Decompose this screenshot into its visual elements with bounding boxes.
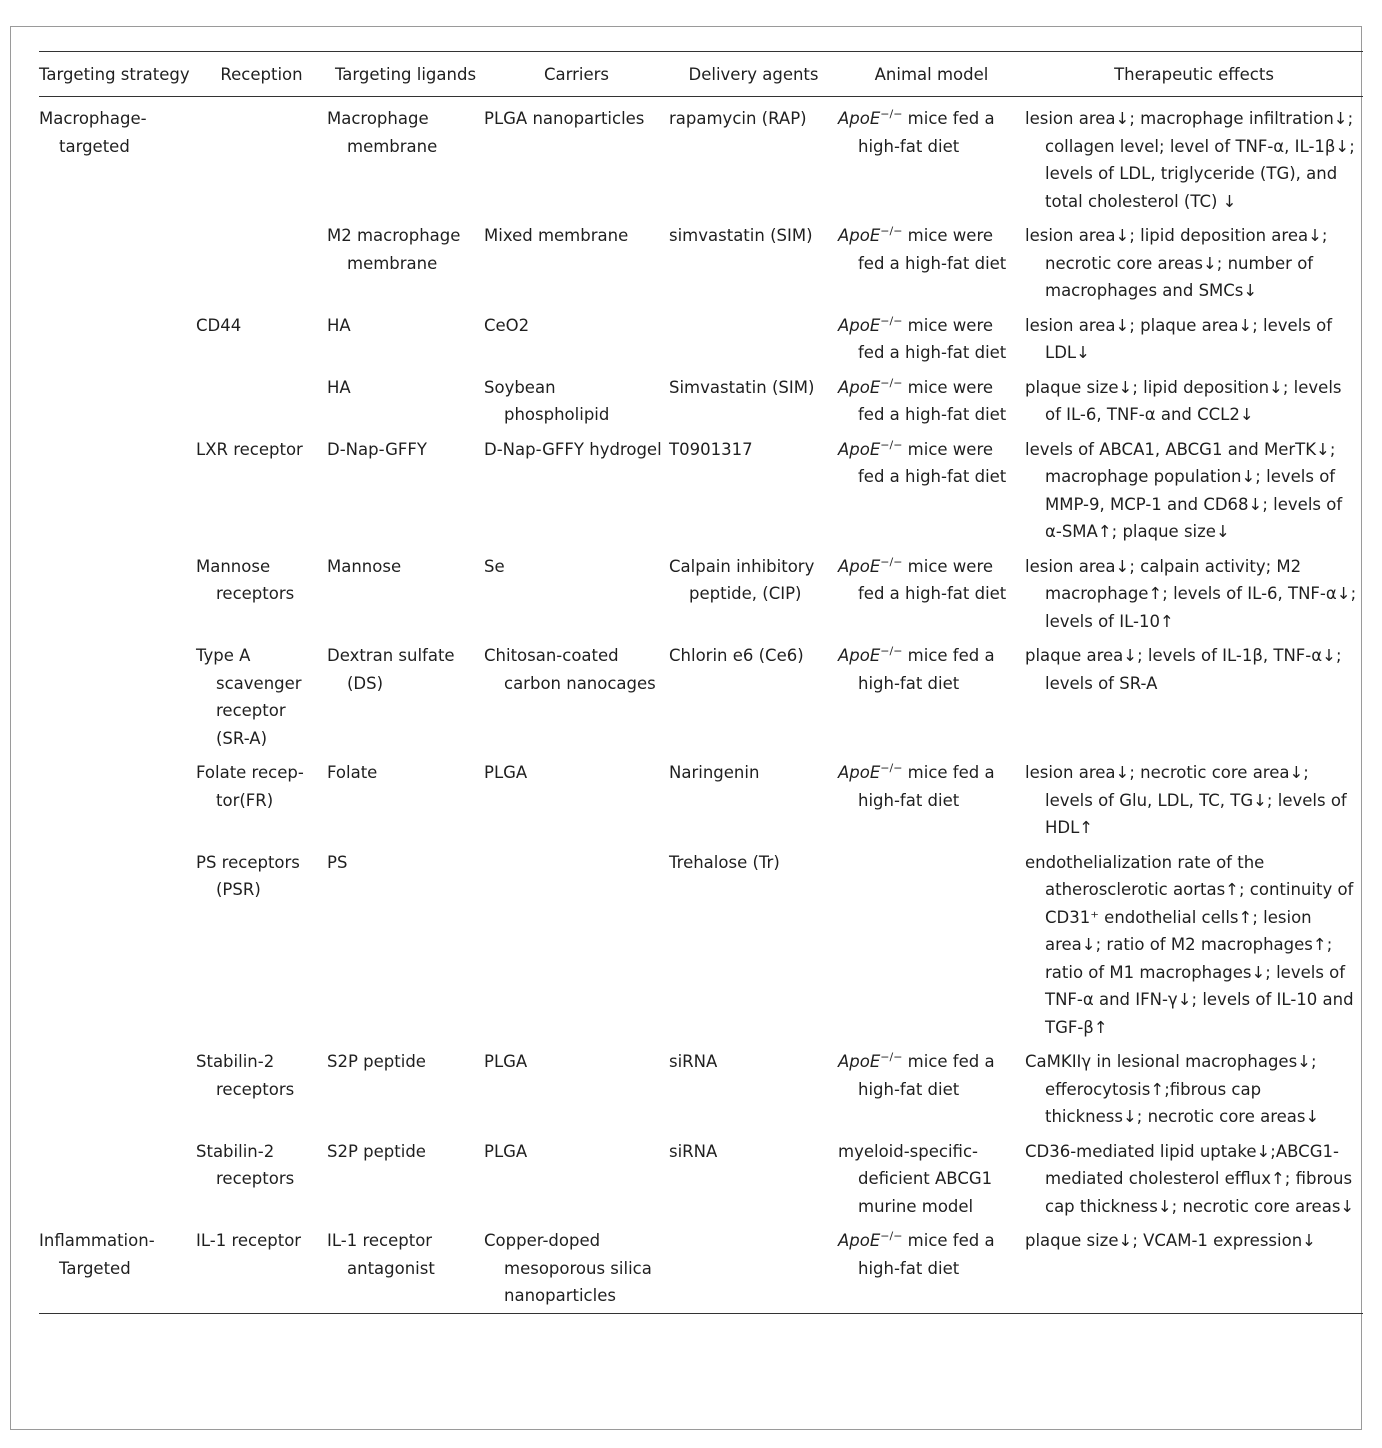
delivery-agent-cell: simvastatin (SIM) xyxy=(669,226,813,245)
therapeutic-effects-cell: CD36-mediated lipid uptake↓;ABCG1-mediated cholesterol efflux↑; fibrous cap thickness↓; necrotic core areas↓ xyxy=(1025,1141,1355,1216)
animal-model-italic: ApoE xyxy=(838,315,881,335)
animal-model-italic: ApoE xyxy=(838,439,881,459)
therapeutic-effects-cell: plaque size↓; lipid deposition↓; levels of IL-6, TNF-α and CCL2↓ xyxy=(1025,377,1342,424)
carrier-cell: PLGA xyxy=(484,1141,528,1161)
animal-model-italic: ApoE xyxy=(838,646,881,665)
therapeutic-effects-cell: levels of ABCA1, ABCG1 and MerTK↓; macrophage population↓; levels of MMP-9, MCP-1 and CD68↓; levels of α-SMA↑; plaque size↓ xyxy=(1025,439,1343,541)
targeting-strategy-cell xyxy=(39,309,196,371)
table-body xyxy=(39,97,1363,1314)
carrier-cell: Mixed membrane xyxy=(484,226,629,245)
delivery-agent-cell: rapamycin (RAP) xyxy=(669,109,807,128)
animal-model-cell xyxy=(838,371,1025,433)
table-row xyxy=(39,371,1363,433)
table-row xyxy=(39,1135,1363,1225)
animal-model-cell xyxy=(838,1135,1025,1225)
delivery-agent-cell: Naringenin xyxy=(669,763,760,782)
targeting-ligand-cell: Mannose xyxy=(327,556,402,576)
table-frame xyxy=(10,26,1362,1430)
targeting-strategy-cell xyxy=(39,371,196,433)
animal-model-superscript: −/− xyxy=(880,1229,903,1243)
header-carriers: Carriers xyxy=(543,65,610,84)
delivery-agent-cell: T0901317 xyxy=(669,439,753,459)
targeting-strategy-cell xyxy=(39,1045,196,1135)
reception-cell: Mannose receptors xyxy=(196,556,295,603)
animal-model-cell xyxy=(838,639,1025,756)
carrier-cell: Soybean phospholipid xyxy=(484,377,610,424)
table-row xyxy=(39,1224,1363,1313)
reception-cell: Stabilin-2 receptors xyxy=(196,1141,295,1188)
animal-model-superscript: −/− xyxy=(880,644,903,658)
animal-model-text: mice fed a high-fat diet xyxy=(858,763,995,810)
header-delivery-agents: Delivery agents xyxy=(688,65,819,84)
animal-model-text: myeloid-specific-deficient ABCG1 murine model xyxy=(838,1141,993,1216)
header-animal-model: Animal model xyxy=(874,65,989,84)
reception-cell xyxy=(196,219,327,309)
reception-cell: Stabilin-2 receptors xyxy=(196,1052,295,1099)
delivery-agent-cell: Simvastatin (SIM) xyxy=(669,377,815,397)
targeting-strategy-cell: Inflammation-Targeted xyxy=(39,1231,155,1278)
targeting-ligand-cell: D-Nap-GFFY xyxy=(327,439,427,459)
animal-model-superscript: −/− xyxy=(880,314,903,327)
animal-model-cell xyxy=(838,846,1025,1046)
carrier-cell: Chitosan-coated carbon nanocages xyxy=(484,646,656,693)
animal-model-cell xyxy=(838,219,1025,309)
header-row xyxy=(39,52,1363,97)
reception-cell xyxy=(196,97,327,220)
carrier-cell: PLGA xyxy=(484,763,528,782)
targeting-strategy-cell: Macrophage-targeted xyxy=(39,109,147,156)
animal-model-text: mice were fed a high-fat diet xyxy=(858,556,1007,603)
targeting-ligand-cell: Dextran sulfate (DS) xyxy=(327,646,455,693)
targeting-ligand-cell: IL-1 receptor antagonist xyxy=(327,1231,435,1278)
targeting-ligand-cell: M2 macrophage membrane xyxy=(327,226,461,273)
carrier-cell: D-Nap-GFFY hydrogel xyxy=(484,439,662,459)
animal-model-text: mice fed a high-fat diet xyxy=(858,646,995,693)
therapeutic-effects-cell: plaque area↓; levels of IL-1β, TNF-α↓; levels of SR-A xyxy=(1025,646,1342,693)
animal-model-italic: ApoE xyxy=(838,109,881,128)
delivery-agent-cell: siRNA xyxy=(669,1141,718,1161)
animal-model-cell xyxy=(838,309,1025,371)
delivery-agent-cell: Chlorin e6 (Ce6) xyxy=(669,646,804,665)
header-targeting-ligands: Targeting ligands xyxy=(334,65,477,84)
carrier-cell: Copper-doped mesoporous silica nanoparticles xyxy=(484,1231,652,1305)
animal-model-italic: ApoE xyxy=(838,556,881,576)
therapeutic-effects-cell: plaque size↓; VCAM-1 expression↓ xyxy=(1025,1231,1316,1250)
carrier-cell xyxy=(484,846,669,1046)
animal-model-superscript: −/− xyxy=(880,376,903,389)
table-row xyxy=(39,219,1363,309)
targeting-ligand-cell: S2P peptide xyxy=(327,1052,426,1071)
therapeutic-effects-cell: lesion area↓; macrophage infiltration↓; collagen level; level of TNF-α, IL-1β↓; levels of LDL, triglyceride (TG), and total cholesterol (TC) ↓ xyxy=(1025,109,1355,211)
animal-model-superscript: −/− xyxy=(880,224,903,238)
therapeutic-effects-cell: lesion area↓; calpain activity; M2 macrophage↑; levels of IL-6, TNF-α↓; levels of IL-10↑ xyxy=(1025,556,1357,631)
reception-cell: Type A scavenger receptor (SR-A) xyxy=(196,646,302,748)
carrier-cell: Se xyxy=(484,556,505,576)
animal-model-italic: ApoE xyxy=(838,226,881,245)
results-table xyxy=(39,51,1363,1314)
animal-model-text: mice were fed a high-fat diet xyxy=(858,315,1007,362)
targeting-strategy-cell xyxy=(39,433,196,550)
animal-model-text: mice fed a high-fat diet xyxy=(858,1052,995,1099)
animal-model-cell xyxy=(838,1224,1025,1313)
table-row xyxy=(39,550,1363,640)
table-row xyxy=(39,639,1363,756)
carrier-cell: PLGA xyxy=(484,1052,528,1071)
animal-model-italic: ApoE xyxy=(838,1231,881,1250)
delivery-agent-cell xyxy=(669,309,838,371)
animal-model-cell xyxy=(838,550,1025,640)
therapeutic-effects-cell: lesion area↓; plaque area↓; levels of LDL↓ xyxy=(1025,315,1333,362)
targeting-strategy-cell xyxy=(39,639,196,756)
animal-model-superscript: −/− xyxy=(880,1050,903,1064)
reception-cell: Folate recep-tor(FR) xyxy=(196,763,304,810)
header-targeting-strategy: Targeting strategy xyxy=(39,65,190,84)
table-row xyxy=(39,97,1363,220)
therapeutic-effects-cell: endothelialization rate of the atherosclerotic aortas↑; continuity of CD31⁺ endothelial cells↑; lesion area↓; ratio of M2 macrophages↑; ratio of M1 macrophages↓; levels of TNF-α and IFN-γ↓; levels of IL-10 and TGF-β↑ xyxy=(1025,852,1354,1037)
animal-model-text: mice fed a high-fat diet xyxy=(858,109,995,156)
delivery-agent-cell: Calpain inhibitory peptide, (CIP) xyxy=(669,556,815,603)
animal-model-cell xyxy=(838,97,1025,220)
delivery-agent-cell: Trehalose (Tr) xyxy=(669,852,780,872)
targeting-strategy-cell xyxy=(39,1135,196,1225)
animal-model-text: mice were fed a high-fat diet xyxy=(858,377,1007,424)
targeting-ligand-cell: HA xyxy=(327,315,351,335)
carrier-cell: PLGA nanoparticles xyxy=(484,109,645,128)
animal-model-superscript: −/− xyxy=(880,555,903,568)
therapeutic-effects-cell: lesion area↓; lipid deposition area↓; necrotic core areas↓; number of macrophages and SMCs↓ xyxy=(1025,226,1328,300)
animal-model-text: mice were fed a high-fat diet xyxy=(858,439,1007,486)
animal-model-cell xyxy=(838,756,1025,846)
carrier-cell: CeO2 xyxy=(484,315,530,335)
therapeutic-effects-cell: lesion area↓; necrotic core area↓; levels of Glu, LDL, TC, TG↓; levels of HDL↑ xyxy=(1025,763,1347,837)
animal-model-italic: ApoE xyxy=(838,763,881,782)
delivery-agent-cell: siRNA xyxy=(669,1052,718,1071)
animal-model-italic: ApoE xyxy=(838,377,881,397)
animal-model-cell xyxy=(838,433,1025,550)
animal-model-superscript: −/− xyxy=(880,107,903,121)
table-row xyxy=(39,309,1363,371)
table-row xyxy=(39,846,1363,1046)
animal-model-text: mice were fed a high-fat diet xyxy=(858,226,1007,273)
targeting-ligand-cell: HA xyxy=(327,377,351,397)
table-row xyxy=(39,756,1363,846)
reception-cell: IL-1 receptor xyxy=(196,1231,302,1250)
targeting-ligand-cell: Macrophage membrane xyxy=(327,109,438,156)
targeting-strategy-cell xyxy=(39,550,196,640)
reception-cell xyxy=(196,371,327,433)
targeting-strategy-cell xyxy=(39,219,196,309)
targeting-strategy-cell xyxy=(39,756,196,846)
targeting-ligand-cell: PS xyxy=(327,852,348,872)
table-row xyxy=(39,433,1363,550)
table-row xyxy=(39,1045,1363,1135)
reception-cell: CD44 xyxy=(196,315,242,335)
targeting-strategy-cell xyxy=(39,846,196,1046)
animal-model-text: mice fed a high-fat diet xyxy=(858,1231,995,1278)
animal-model-cell xyxy=(838,1045,1025,1135)
animal-model-superscript: −/− xyxy=(880,761,903,775)
targeting-ligand-cell: Folate xyxy=(327,763,378,782)
header-therapeutic-effects: Therapeutic effects xyxy=(1114,65,1274,84)
reception-cell: LXR receptor xyxy=(196,439,303,459)
animal-model-superscript: −/− xyxy=(880,438,903,451)
therapeutic-effects-cell: CaMKIIγ in lesional macrophages↓; efferocytosis↑;fibrous cap thickness↓; necrotic core areas↓ xyxy=(1025,1052,1320,1126)
header-reception: Reception xyxy=(220,65,303,84)
delivery-agent-cell xyxy=(669,1224,838,1313)
animal-model-italic: ApoE xyxy=(838,1052,881,1071)
reception-cell: PS receptors (PSR) xyxy=(196,852,300,899)
targeting-ligand-cell: S2P peptide xyxy=(327,1141,426,1161)
